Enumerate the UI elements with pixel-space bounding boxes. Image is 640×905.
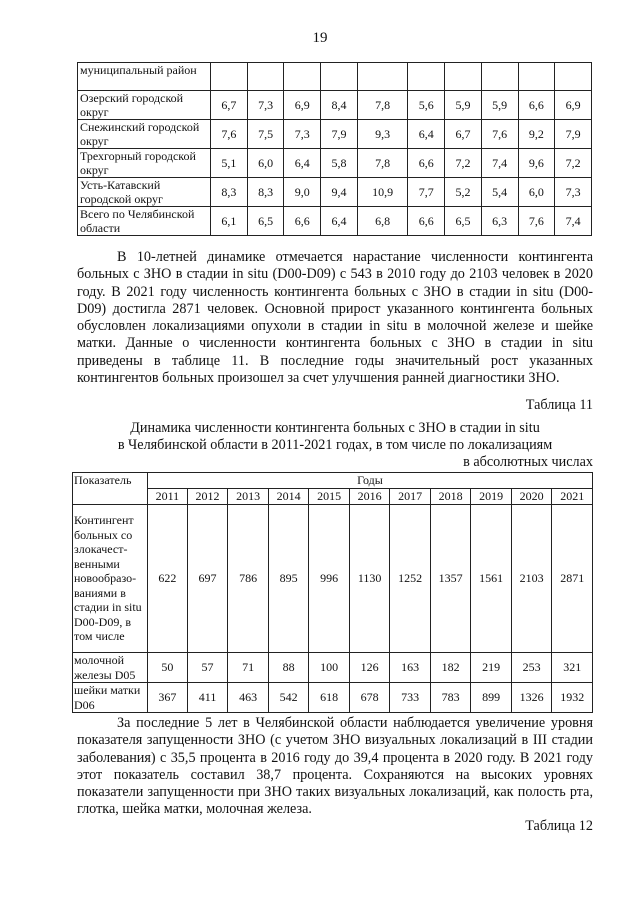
table-row [73, 683, 593, 713]
in-situ-contingent-table [72, 472, 593, 713]
table-row [78, 149, 592, 178]
year-header: 2014 [268, 489, 309, 505]
table-cell: 5,6 [408, 91, 445, 120]
table-cell: 5,8 [321, 149, 358, 178]
incidence-table-continued [77, 62, 592, 236]
year-header: 2021 [552, 489, 593, 505]
table-cell: 5,9 [445, 91, 482, 120]
table-cell: 219 [471, 653, 512, 683]
table-cell: 6,3 [481, 207, 518, 236]
year-header: 2013 [228, 489, 269, 505]
row-name: шейки матки D06 [73, 683, 148, 713]
table-cell: 2103 [511, 505, 552, 653]
year-header: 2018 [430, 489, 471, 505]
table-cell: 71 [228, 653, 269, 683]
table-cell: 7,3 [555, 178, 592, 207]
table-cell: 7,6 [518, 207, 555, 236]
table-cell: 6,4 [284, 149, 321, 178]
table-cell: 7,2 [445, 149, 482, 178]
table-cell [357, 63, 407, 91]
table-row [73, 505, 593, 653]
table-cell: 6,9 [284, 91, 321, 120]
table-cell: 6,6 [408, 149, 445, 178]
row-name: Контингент больных со злокачест-венными новообразо-ваниями в стадии in situ D00-D09, в том числе [73, 505, 148, 653]
table-cell: 895 [268, 505, 309, 653]
table-cell: 996 [309, 505, 350, 653]
table11-label: Таблица 11 [525, 397, 593, 413]
table12-label: Таблица 12 [525, 818, 593, 834]
row-name: Всего по Челябинской области [78, 207, 211, 236]
table-row [73, 653, 593, 683]
table-cell: 6,9 [555, 91, 592, 120]
table-cell: 1357 [430, 505, 471, 653]
table-cell: 9,0 [284, 178, 321, 207]
year-header: 2020 [511, 489, 552, 505]
table-cell: 7,3 [284, 120, 321, 149]
table11-units: в абсолютных числах [463, 454, 593, 470]
table11-title-line1: Динамика численности контингента больных с ЗНО в стадии in situ [130, 420, 540, 436]
table-cell: 50 [148, 653, 188, 683]
table-cell: 1932 [552, 683, 593, 713]
table-cell [481, 63, 518, 91]
table-cell: 5,1 [211, 149, 248, 178]
table-cell [247, 63, 284, 91]
table-cell: 7,8 [357, 149, 407, 178]
row-name: молочной железы D05 [73, 653, 148, 683]
table-cell: 9,6 [518, 149, 555, 178]
row-name: Снежинский городской округ [78, 120, 211, 149]
table-cell: 6,7 [445, 120, 482, 149]
table-cell: 367 [148, 683, 188, 713]
table-cell: 6,6 [518, 91, 555, 120]
table-cell: 783 [430, 683, 471, 713]
header-indicator: Показатель [73, 473, 148, 505]
table-cell: 6,6 [284, 207, 321, 236]
table-row [78, 207, 592, 236]
table-cell: 7,9 [321, 120, 358, 149]
table-cell: 88 [268, 653, 309, 683]
table-cell: 6,8 [357, 207, 407, 236]
table-cell: 786 [228, 505, 269, 653]
row-name: Озерский городской округ [78, 91, 211, 120]
table-cell: 1326 [511, 683, 552, 713]
table-cell: 5,2 [445, 178, 482, 207]
row-name: муниципальный район [78, 63, 211, 91]
table-cell: 182 [430, 653, 471, 683]
row-name: Трехгорный городской округ [78, 149, 211, 178]
table-row [78, 120, 592, 149]
table-cell: 8,3 [211, 178, 248, 207]
table11-title-line2: в Челябинской области в 2011-2021 годах, в том числе по локализациям [117, 437, 553, 453]
table-cell: 163 [390, 653, 431, 683]
row-name: Усть-Катавский городской округ [78, 178, 211, 207]
table-cell [518, 63, 555, 91]
table-cell: 5,9 [481, 91, 518, 120]
table-cell: 253 [511, 653, 552, 683]
table-cell: 7,3 [247, 91, 284, 120]
table-cell: 899 [471, 683, 512, 713]
table-cell: 100 [309, 653, 350, 683]
table-cell: 5,4 [481, 178, 518, 207]
table-cell: 9,2 [518, 120, 555, 149]
table-cell: 6,1 [211, 207, 248, 236]
table-cell: 7,7 [408, 178, 445, 207]
table-cell: 542 [268, 683, 309, 713]
year-header: 2019 [471, 489, 512, 505]
table-cell: 7,5 [247, 120, 284, 149]
table-cell [555, 63, 592, 91]
table-cell: 6,5 [445, 207, 482, 236]
table-cell: 411 [187, 683, 228, 713]
table-cell: 622 [148, 505, 188, 653]
year-header: 2011 [148, 489, 188, 505]
table-cell: 7,4 [481, 149, 518, 178]
table-cell: 6,0 [247, 149, 284, 178]
table-cell: 6,4 [408, 120, 445, 149]
table-cell: 6,6 [408, 207, 445, 236]
table-cell: 1130 [349, 505, 390, 653]
header-years: Годы [148, 473, 593, 489]
table-cell [321, 63, 358, 91]
year-header: 2016 [349, 489, 390, 505]
table-cell: 57 [187, 653, 228, 683]
table-cell: 6,4 [321, 207, 358, 236]
table-cell: 7,4 [555, 207, 592, 236]
table-cell: 678 [349, 683, 390, 713]
table-cell: 6,0 [518, 178, 555, 207]
table-cell: 6,5 [247, 207, 284, 236]
table-cell [211, 63, 248, 91]
table-cell: 321 [552, 653, 593, 683]
table-cell: 463 [228, 683, 269, 713]
page-number: 19 [312, 30, 328, 46]
table-cell: 7,9 [555, 120, 592, 149]
table-cell [445, 63, 482, 91]
paragraph-in-situ-dynamics [77, 249, 593, 387]
paragraph-text: В 10-летней динамике отмечается нарастание численности контингента больных с ЗНО в стадии in situ (D00-D09) с 543 в 2010 году до 2103 человек в 2020 году. В 2021 году численность контингента больных с ЗНО в стадии in situ (D00-D09) достигла 2871 человек. Основной прирост указанного контингента больных обусловлен локализациями опухоли в стадии in situ в молочной железе и шейке матки. Данные о численности контингента больных с ЗНО в стадии in situ приведены в таблице 11. В последние годы значительный рост указанных контингентов больных произошел за счет улучшения ранней диагностики ЗНО. [77, 249, 593, 387]
table-cell: 2871 [552, 505, 593, 653]
table-cell: 9,4 [321, 178, 358, 207]
table-cell: 9,3 [357, 120, 407, 149]
table-cell: 7,6 [211, 120, 248, 149]
table-cell: 7,8 [357, 91, 407, 120]
year-header: 2012 [187, 489, 228, 505]
paragraph-text: За последние 5 лет в Челябинской области наблюдается увеличение уровня показателя запущенности ЗНО (с учетом ЗНО визуальных локализаций в III стадии заболевания) с 35,5 процента в 2016 году до 39,4 процента в 2020 году. В 2021 году этот показатель составил 38,7 процента. Сохраняются на высоких уровнях показатели запущенности при ЗНО таких визуальных локализаций, как полость рта, глотка, шейка матки, молочная железа. [77, 715, 593, 818]
table-cell: 8,4 [321, 91, 358, 120]
table-cell: 1252 [390, 505, 431, 653]
year-header: 2015 [309, 489, 350, 505]
table-cell: 697 [187, 505, 228, 653]
table-cell: 7,6 [481, 120, 518, 149]
table-cell: 733 [390, 683, 431, 713]
paragraph-neglect-rate [77, 715, 593, 819]
table-cell: 618 [309, 683, 350, 713]
table-cell: 126 [349, 653, 390, 683]
table-row [78, 178, 592, 207]
table-row [78, 63, 592, 91]
year-header: 2017 [390, 489, 431, 505]
table-row [78, 91, 592, 120]
table-cell [284, 63, 321, 91]
table-cell: 1561 [471, 505, 512, 653]
table-cell: 8,3 [247, 178, 284, 207]
table-cell: 6,7 [211, 91, 248, 120]
table-cell [408, 63, 445, 91]
table-cell: 10,9 [357, 178, 407, 207]
table-cell: 7,2 [555, 149, 592, 178]
